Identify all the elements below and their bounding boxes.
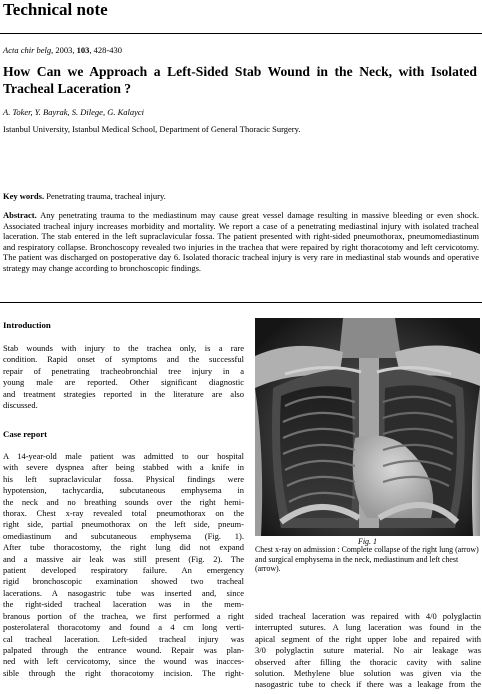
- header-rule: [0, 33, 482, 34]
- text-line: palpated through the entrance wound. Repair was plan-: [3, 644, 244, 655]
- text-line: repair of penetrating tracheobronchial tree injury in a: [3, 365, 244, 376]
- text-line: the right-sided tracheal laceration was in the mem-: [3, 599, 244, 610]
- keywords: [3, 191, 166, 202]
- journal-name: Acta chir belg: [3, 45, 52, 55]
- affiliation: Istanbul University, Istanbul Medical School, Department of General Thoracic Surgery.: [3, 124, 301, 134]
- case-report-heading: Case report: [3, 429, 48, 439]
- abstract-label: Abstract.: [3, 210, 37, 220]
- text-line: observed after filling the thoracic cavity with saline: [255, 656, 481, 667]
- text-line: discussed.: [3, 400, 38, 411]
- section-heading: Technical note: [3, 0, 108, 19]
- text-line: hypotension, tachycardia, subcutaneous emphysema in: [3, 485, 244, 496]
- text-line: sible through the right thoracotomy incision. The right-: [3, 667, 244, 678]
- author-list: A. Toker, Y. Bayrak, S. Dilege, G. Kalayci: [3, 107, 145, 117]
- abstract-rule: [0, 302, 482, 303]
- text-line: the neck and no breathing sounds over the right hemi-: [3, 496, 244, 507]
- abstract-text: Any penetrating trauma to the mediastinum may cause great vessel damage resulting in massive bleeding or even shock. Associated tracheal injury increases morbidity and mortality. We report a case of a penetrating mediastinal injury with isolated tracheal laceration. The stab entered in the left supraclavicular fossa. The patient presented with right-sided pneumothorax, pneumomediastinum and respiratory collapse. Bronchoscopy revealed two injuries in the trachea that were repaired by right thoracotomy and left cervicotomy. The patient was discharged on postoperative day 6. Isolated thoracic tracheal injury is very rare in mediastinal stab wounds and operative strategy may change according to bronchoscopic findings.: [3, 210, 479, 273]
- text-line: nasogastric tube to check if there was a leakage from the: [255, 679, 481, 690]
- case-report-paragraph: [3, 451, 244, 679]
- text-line: condition. Rapid onset of symptoms and the successful: [3, 354, 244, 365]
- text-line: After tube thoracostomy, the right lung did not expand: [3, 542, 244, 553]
- text-line: sided tracheal laceration was repaired with 4/0 polyglactin: [255, 611, 481, 621]
- text-line: lacerations. A nasogastric tube was inserted and, since: [3, 587, 244, 598]
- keywords-text: Penetrating trauma, tracheal injury.: [44, 191, 166, 201]
- text-line: apical segment of the right upper lobe and repaired with: [255, 633, 481, 644]
- text-line: posterolateral thoracotomy and found a 4 cm long verti-: [3, 622, 244, 633]
- figure-label: Fig. 1: [357, 537, 378, 546]
- text-line: omediastinum and subcutaneous emphysema (Fig. 1).: [3, 530, 244, 541]
- text-line: right side, partial pneumothorax on the left side, pneum-: [3, 519, 244, 530]
- text-line: cal tracheal laceration. Left-sided tracheal injury was: [3, 633, 244, 644]
- keywords-label: Key words.: [3, 191, 45, 201]
- text-line: branous portion of the trachea, we first performed a right: [3, 610, 244, 621]
- text-line: Stab wounds with injury to the trachea only, is a rare: [3, 343, 244, 353]
- text-line: rigid bronchoscopic examination showed two tracheal: [3, 576, 244, 587]
- text-line: 3/0 polyglactin suture material. No air leakage was: [255, 645, 481, 656]
- chest-xray-image: [255, 318, 480, 536]
- text-line: with severe dyspnea after being stabbed with a knife in: [3, 462, 244, 473]
- citation-year: , 2003,: [51, 45, 77, 55]
- citation-pages: , 428-430: [89, 45, 122, 55]
- text-line: patient developed respiratory failure. An emergency: [3, 565, 244, 576]
- text-line: A 14-year-old male patient was admitted to our hospital: [3, 451, 244, 461]
- article-title: How Can we Approach a Left-Sided Stab Wound in the Neck, with Isolated Tracheal Laceration ?: [3, 64, 477, 96]
- text-line: and treatment strategies reported in the literature are also: [3, 388, 244, 399]
- text-line: his left supraclavicular fossa. Physical findings were: [3, 473, 244, 484]
- introduction-heading: Introduction: [3, 320, 51, 330]
- introduction-paragraph: [3, 343, 244, 411]
- text-line: solution. Methylene blue solution was given via the: [255, 668, 481, 679]
- journal-citation: [3, 45, 122, 56]
- right-column-paragraph: [255, 611, 481, 691]
- xray-graphic: [255, 318, 480, 536]
- text-line: thorax. Chest x-ray revealed total pneumothorax on the: [3, 508, 244, 519]
- text-line: young male are reported. Other significant diagnostic: [3, 377, 244, 388]
- citation-volume: 103: [76, 45, 90, 55]
- figure-caption: Chest x-ray on admission : Complete collapse of the right lung (arrow) and surgical emphysema in the neck, mediastinum and left chest (arrow).: [255, 545, 479, 574]
- text-line: ned with left cervicotomy, since the wound was inacces-: [3, 656, 244, 667]
- text-line: and a massive air leak was still present (Fig. 2). The: [3, 553, 244, 564]
- abstract: [3, 210, 479, 274]
- text-line: interrupted sutures. A lung laceration was found in the: [255, 622, 481, 633]
